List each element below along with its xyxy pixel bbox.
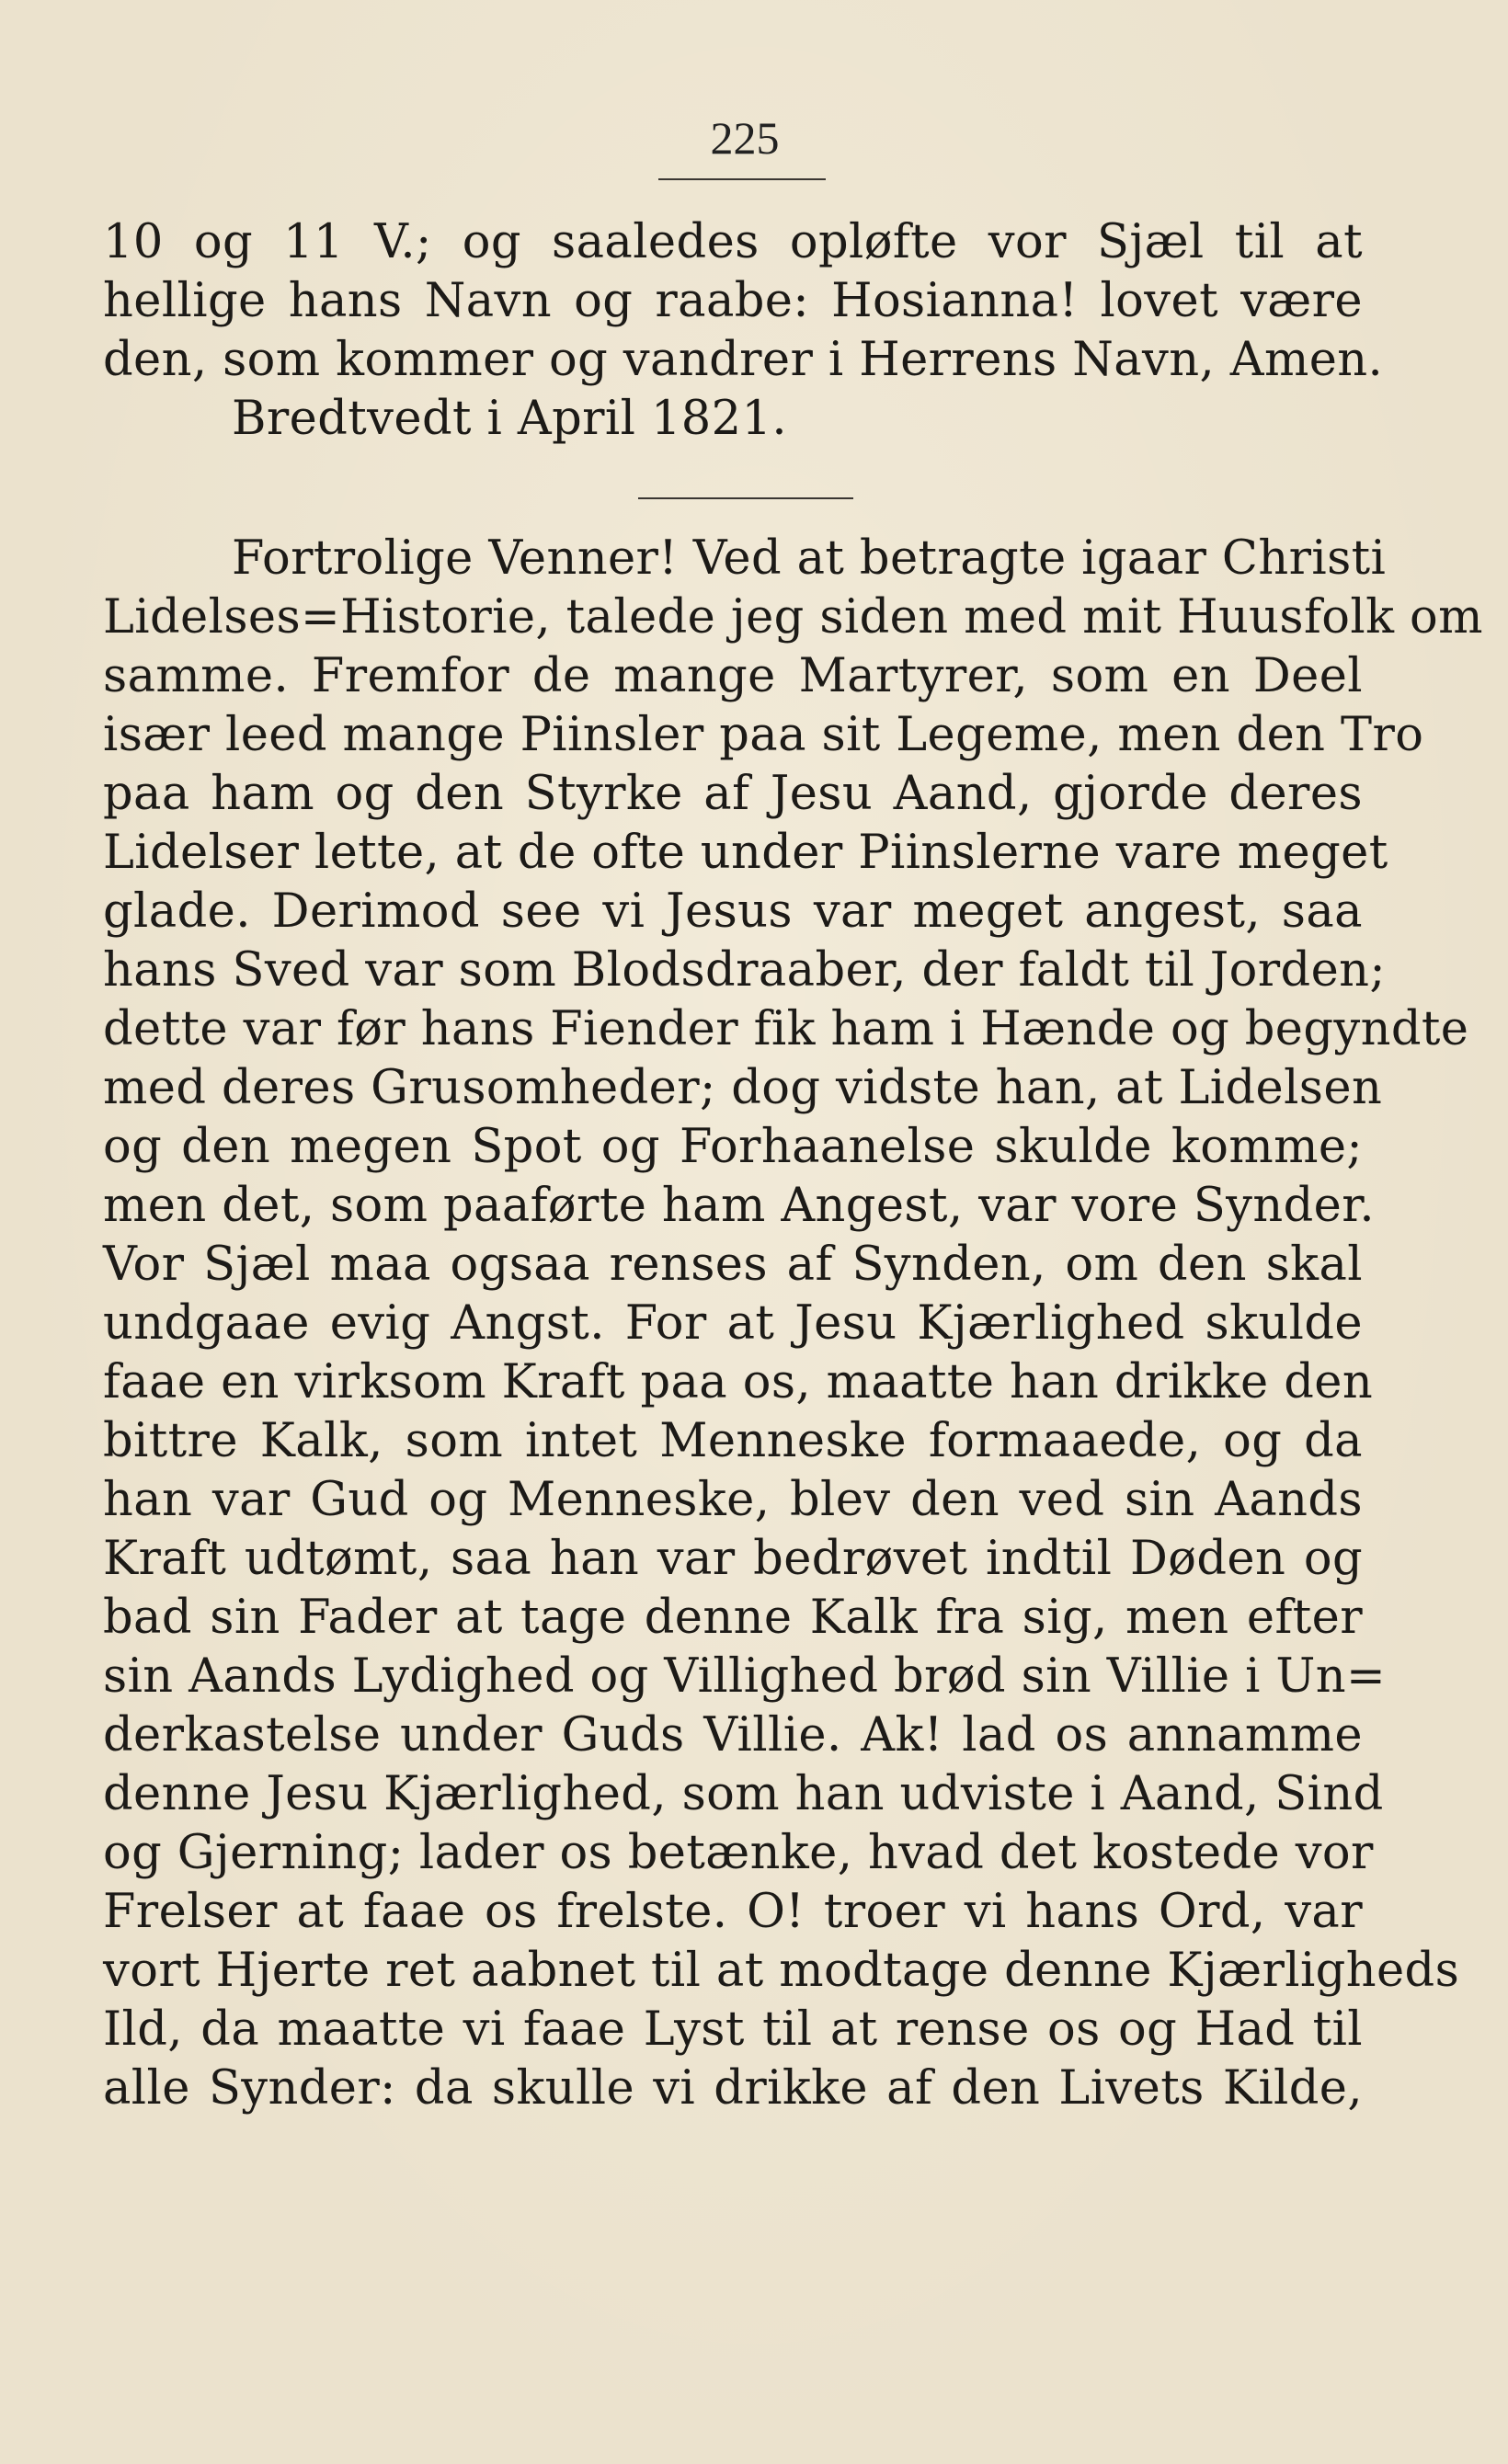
text-line: hans Sved var som Blodsdraaber, der faldt til Jorden; [103,943,1386,998]
section-divider [638,497,853,499]
text-line: Kraft udtømt, saa han var bedrøvet indtil Døden og [103,1532,1363,1586]
text-line: han var Gud og Menneske, blev den ved sin Aands [103,1473,1363,1527]
text-line: vort Hjerte ret aabnet til at modtage denne Kjærligheds [103,1944,1460,1998]
paragraph-first-line: Fortrolige Venner! Ved at betragte igaar Christi [232,531,1387,586]
text-line: især leed mange Piinsler paa sit Legeme, men den Tro [103,708,1424,762]
text-line: hellige hans Navn og raabe: Hosianna! lovet være [103,274,1363,328]
text-line: med deres Grusomheder; dog vidste han, at Lidelsen [103,1061,1383,1115]
text-line: undgaae evig Angst. For at Jesu Kjærlighed skulde [103,1296,1363,1351]
text-line: Ild, da maatte vi faae Lyst til at rense os og Had til [103,2002,1363,2057]
section-1-text [103,213,1384,449]
text-line: alle Synder: da skulle vi drikke af den Livets Kilde, [103,2061,1363,2116]
text-line: sin Aands Lydighed og Villighed brød sin Villie i Un= [103,1649,1387,1704]
text-line: men det, som paaførte ham Angest, var vore Synder. [103,1179,1376,1233]
text-line: Lidelses=Historie, talede jeg siden med mit Huusfolk om [103,590,1483,645]
text-line: faae en virksom Kraft paa os, maatte han drikke den [103,1355,1374,1409]
text-line: og den megen Spot og Forhaanelse skulde komme; [103,1120,1363,1174]
text-line: Vor Sjæl maa ogsaa renses af Synden, om den skal [103,1238,1363,1292]
text-line: glade. Derimod see vi Jesus var meget angest, saa [103,884,1363,939]
text-line: bittre Kalk, som intet Menneske formaaede, og da [103,1414,1363,1468]
text-line: denne Jesu Kjærlighed, som han udviste i Aand, Sind [103,1767,1384,1821]
text-line: og Gjerning; lader os betænke, hvad det kostede vor [103,1826,1374,1880]
text-line: derkastelse under Guds Villie. Ak! lad os annamme [103,1708,1363,1762]
page-number: 225 [710,112,780,164]
text-line: den, som kommer og vandrer i Herrens Navn, Amen. [103,333,1384,387]
header-rule [658,178,826,180]
text-line: Lidelser lette, at de ofte under Piinslerne vare meget [103,826,1388,880]
section-2-text [103,530,1483,2118]
text-line: paa ham og den Styrke af Jesu Aand, gjorde deres [103,767,1363,821]
text-line: dette var før hans Fiender fik ham i Hænde og begyndte [103,1002,1469,1056]
text-line: bad sin Fader at tage denne Kalk fra sig, men efter [103,1591,1363,1645]
text-line: 10 og 11 V.; og saaledes opløfte vor Sjæl til at [103,215,1363,269]
text-line: Frelser at faae os frelste. O! troer vi hans Ord, var [103,1885,1363,1939]
dateline: Bredtvedt i April 1821. [232,392,787,446]
text-line: samme. Fremfor de mange Martyrer, som en Deel [103,649,1363,703]
